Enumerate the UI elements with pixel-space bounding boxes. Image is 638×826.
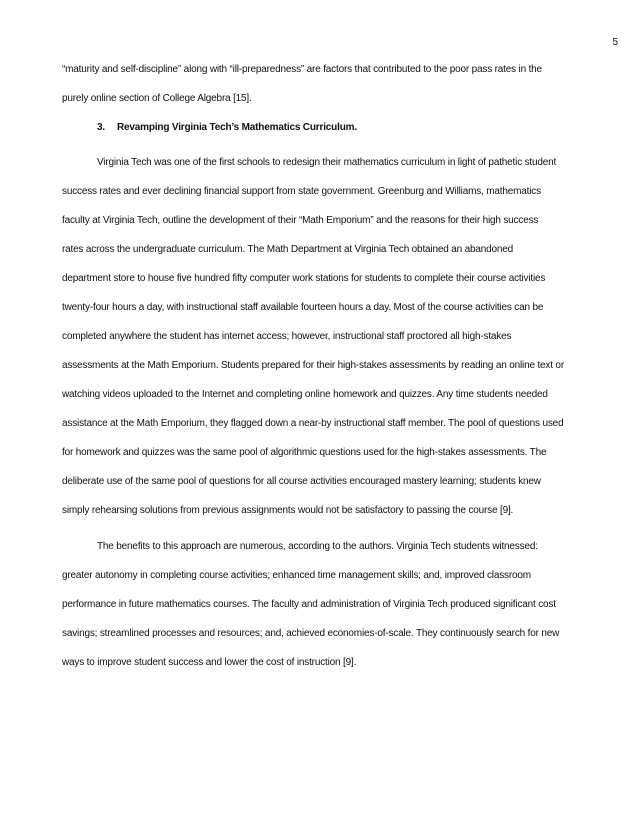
text-line: ways to improve student success and lower the cost of instruction [9]. [62, 657, 357, 668]
text-line: twenty-four hours a day, with instructional staff available fourteen hours a day. Most of the course activities can be [62, 302, 544, 313]
text-line: purely online section of College Algebra [15]. [62, 93, 252, 104]
paragraph-benefits [62, 540, 620, 669]
text-line: simply rehearsing solutions from previous assignments would not be satisfactory to passing the course [9]. [62, 505, 514, 516]
text-line: deliberate use of the same pool of questions for all course activities encouraged mastery learning; students knew [62, 476, 541, 487]
text-line: rates across the undergraduate curriculum. The Math Department at Virginia Tech obtained an abandoned [62, 244, 514, 255]
document-body [62, 63, 620, 685]
paragraph-math-emporium [62, 156, 620, 517]
page-number: 5 [612, 37, 618, 48]
section-number: 3. [97, 122, 105, 133]
intro-paragraph [62, 63, 620, 105]
text-line: performance in future mathematics courses. The faculty and administration of Virginia Tech produced significant cost [62, 599, 556, 610]
text-line: department store to house five hundred fifty computer work stations for students to complete their course activities [62, 273, 546, 284]
text-line: watching videos uploaded to the Internet and completing online homework and quizzes. Any time students needed [62, 389, 548, 400]
text-line: greater autonomy in completing course activities; enhanced time management skills; and, improved classroom [62, 570, 531, 581]
text-line: assessments at the Math Emporium. Students prepared for their high-stakes assessments by reading an online text or [62, 360, 564, 371]
text-line: faculty at Virginia Tech, outline the development of their “Math Emporium” and the reasons for their high success [62, 215, 539, 226]
text-line: completed anywhere the student has internet access; however, instructional staff proctored all high-stakes [62, 331, 512, 342]
text-line: savings; streamlined processes and resources; and, achieved economies-of-scale. They continuously search for new [62, 628, 560, 639]
text-line: assistance at the Math Emporium, they flagged down a near-by instructional staff member. The pool of questions used [62, 418, 564, 429]
section-title: Revamping Virginia Tech’s Mathematics Curriculum. [117, 122, 357, 133]
text-line: The benefits to this approach are numerous, according to the authors. Virginia Tech students witnessed: [97, 541, 538, 552]
text-line: success rates and ever declining financial support from state government. Greenburg and Williams, mathematics [62, 186, 541, 197]
section-heading [62, 121, 620, 134]
text-line: “maturity and self-discipline” along with “ill-preparedness” are factors that contributed to the poor pass rates in the [62, 64, 542, 75]
text-line: for homework and quizzes was the same pool of algorithmic questions used for the high-stakes assessments. The [62, 447, 547, 458]
text-line: Virginia Tech was one of the first schools to redesign their mathematics curriculum in light of pathetic student [97, 157, 557, 168]
